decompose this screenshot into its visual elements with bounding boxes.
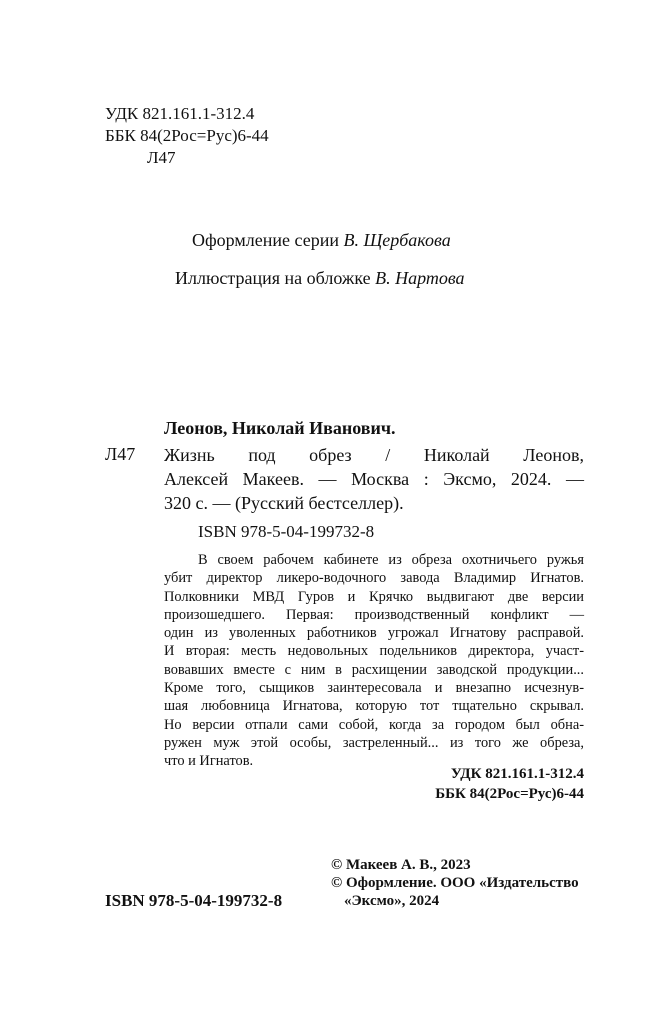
series-credit-label: Оформление серии — [192, 230, 339, 250]
bibliographic-description — [164, 443, 584, 515]
cover-credit — [175, 268, 465, 289]
cover-credit-name: В. Нартова — [375, 268, 465, 288]
annotation-line: один из уволенных работников угрожал Игнатову расправой. — [164, 625, 584, 642]
isbn-record: ISBN 978-5-04-199732-8 — [198, 522, 375, 541]
author-heading: Леонов, Николай Иванович. — [164, 418, 396, 438]
cover-credit-label: Иллюстрация на обложке — [175, 268, 371, 288]
footer-udk-code: УДК 821.161.1-312.4 — [450, 766, 584, 782]
annotation-line: Но версии отпали сами собой, когда за городом был обна- — [164, 716, 584, 733]
udk-code: УДК 821.161.1-312.4 — [105, 104, 255, 123]
copyright-publisher: «Эксмо», 2024 — [344, 893, 440, 909]
annotation-line: В своем рабочем кабинете из обреза охотничьего ружья — [198, 552, 584, 568]
bbk-code: ББК 84(2Рос=Рус)6-44 — [105, 126, 269, 145]
annotation-line: шая любовница Игнатова, которую тот тщательно скрывал. — [164, 698, 584, 715]
isbn-bottom: ISBN 978-5-04-199732-8 — [105, 891, 283, 910]
footer-bbk-code: ББК 84(2Рос=Рус)6-44 — [435, 786, 584, 802]
annotation-line: Кроме того, сыщиков заинтересовала и внезапно исчезнув- — [164, 680, 584, 697]
biblio-line: 320 с. — (Русский бестселлер). — [164, 493, 404, 513]
annotation-line: И вторая: месть недовольных подельников директора, участ- — [164, 643, 584, 660]
annotation-line: вовавших вместе с ним в расхищении заводской продукции... — [164, 661, 584, 678]
copyright-design: © Оформление. ООО «Издательство — [331, 875, 579, 891]
record-author-mark: Л47 — [105, 444, 136, 464]
classification-codes — [105, 103, 269, 169]
series-credit-name: В. Щербакова — [343, 230, 451, 250]
annotation — [164, 551, 584, 771]
author-mark: Л47 — [147, 148, 176, 167]
biblio-line: Жизнь под обрез / Николай Леонов, — [164, 445, 584, 465]
biblio-line: Алексей Макеев. — Москва : Эксмо, 2024. — — [164, 469, 584, 489]
copyright-block — [331, 856, 579, 910]
annotation-line: что и Игнатов. — [164, 753, 254, 770]
copyright-author: © Макеев А. В., 2023 — [331, 857, 471, 873]
annotation-line: ружен муж этой особы, застреленный... из того же обреза, — [164, 734, 584, 751]
series-credit — [192, 230, 451, 251]
footer-classification-codes — [435, 764, 584, 804]
annotation-line: убит директор ликеро-водочного завода Владимир Игнатов. — [164, 570, 584, 587]
annotation-line: произошедшего. Первая: производственный конфликт — — [164, 606, 584, 623]
annotation-line: Полковники МВД Гуров и Крячко выдвигают две версии — [164, 588, 584, 605]
